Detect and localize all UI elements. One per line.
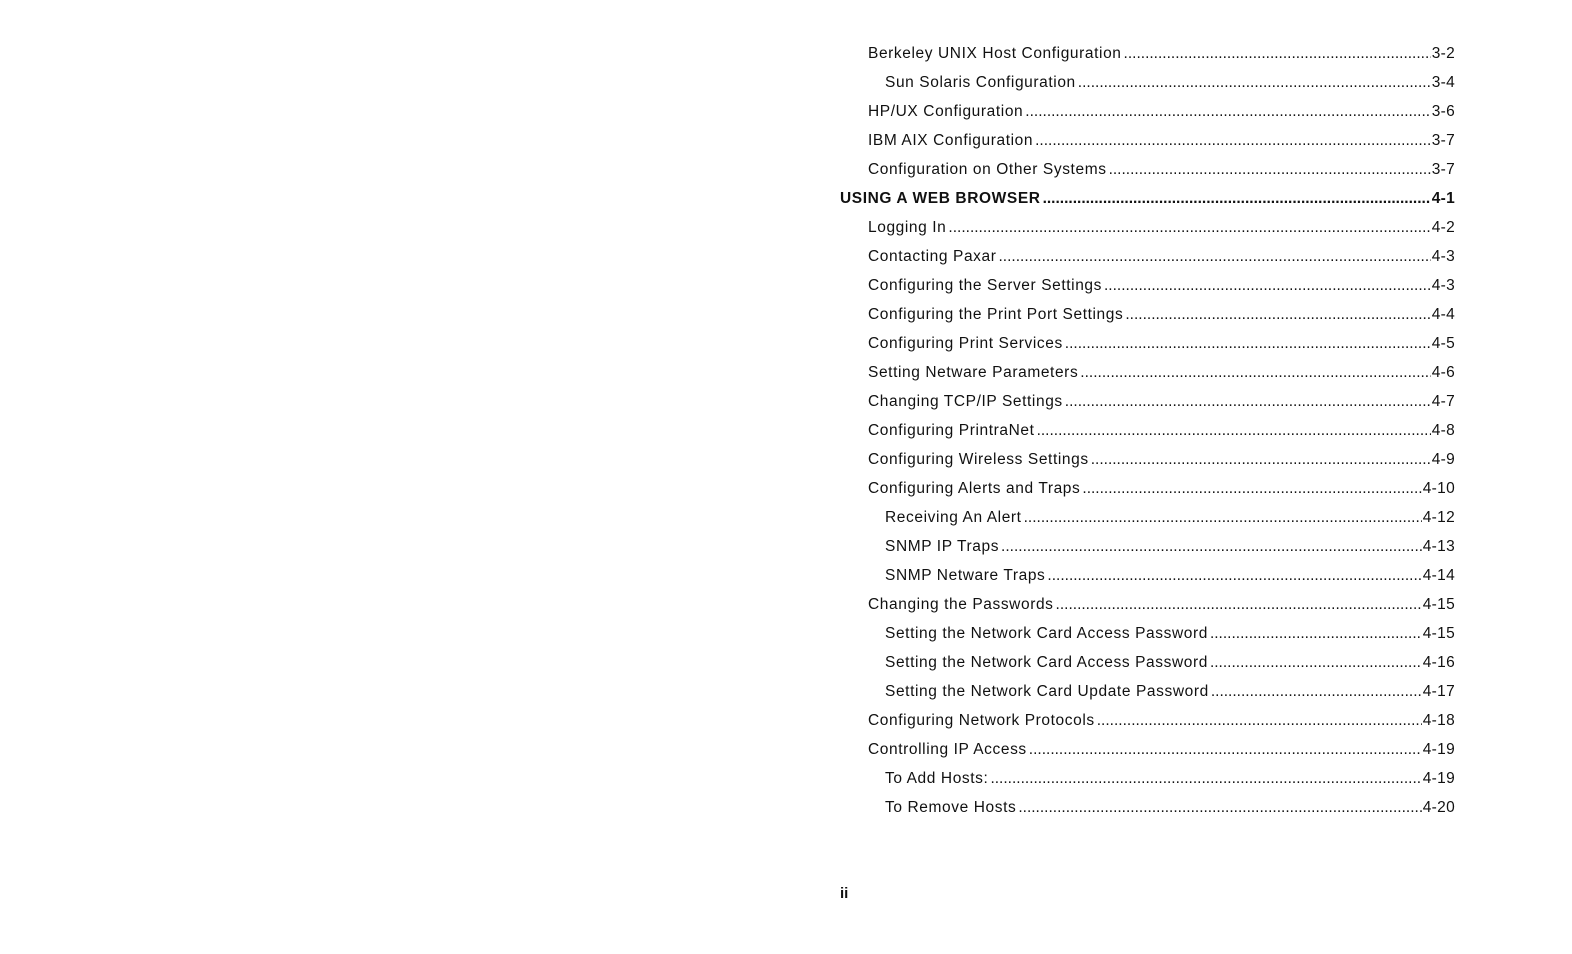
toc-dot-leader: [999, 242, 1431, 271]
toc-entry: [840, 648, 1455, 677]
toc-dot-leader: [1091, 445, 1431, 474]
toc-entry: [840, 387, 1455, 416]
toc-dot-leader: [1065, 329, 1431, 358]
toc-entry: [840, 271, 1455, 300]
toc-entry: [840, 242, 1455, 271]
toc-entry: [840, 619, 1455, 648]
toc-dot-leader: [1210, 648, 1422, 677]
toc-entry-page: 4-3: [1431, 248, 1455, 265]
toc-dot-leader: [1018, 793, 1421, 822]
toc-dot-leader: [1065, 387, 1431, 416]
table-of-contents: [840, 39, 1455, 822]
toc-dot-leader: [1043, 184, 1431, 213]
toc-entry-page: 3-4: [1431, 74, 1455, 91]
toc-entry: [840, 155, 1455, 184]
toc-dot-leader: [1001, 532, 1422, 561]
toc-entry-page: 3-6: [1431, 103, 1455, 120]
toc-entry-page: 4-5: [1431, 335, 1455, 352]
toc-entry-title: Configuring Print Services: [868, 335, 1063, 352]
toc-entry: [840, 532, 1455, 561]
toc-entry: [840, 416, 1455, 445]
toc-entry-page: 3-7: [1431, 161, 1455, 178]
toc-entry-title: Logging In: [868, 219, 947, 236]
toc-entry: [840, 793, 1455, 822]
toc-dot-leader: [1024, 503, 1422, 532]
toc-entry: [840, 706, 1455, 735]
toc-entry-page: 3-2: [1431, 45, 1455, 62]
toc-entry-title: To Remove Hosts: [885, 799, 1017, 816]
toc-dot-leader: [1047, 561, 1421, 590]
toc-entry-title: Setting the Network Card Access Password: [885, 654, 1208, 671]
toc-entry-page: 4-10: [1422, 480, 1455, 497]
toc-entry-title: Receiving An Alert: [885, 509, 1022, 526]
toc-dot-leader: [1029, 735, 1422, 764]
toc-entry-page: 4-4: [1431, 306, 1455, 323]
toc-dot-leader: [1078, 68, 1431, 97]
toc-entry-title: Contacting Paxar: [868, 248, 997, 265]
toc-entry: [840, 445, 1455, 474]
toc-entry-title: Setting the Network Card Update Password: [885, 683, 1209, 700]
toc-entry-page: 4-16: [1422, 654, 1455, 671]
toc-dot-leader: [1210, 619, 1422, 648]
toc-entry-title: Sun Solaris Configuration: [885, 74, 1076, 91]
toc-dot-leader: [948, 213, 1430, 242]
toc-entry: [840, 300, 1455, 329]
toc-entry: [840, 474, 1455, 503]
toc-entry-title: Configuring Network Protocols: [868, 712, 1095, 729]
toc-entry: [840, 735, 1455, 764]
toc-entry-title: Configuring Wireless Settings: [868, 451, 1089, 468]
toc-entry-page: 4-7: [1431, 393, 1455, 410]
toc-entry-page: 4-13: [1422, 538, 1455, 555]
toc-dot-leader: [1125, 300, 1430, 329]
toc-entry: [840, 764, 1455, 793]
toc-dot-leader: [1056, 590, 1422, 619]
toc-entry-page: 4-2: [1431, 219, 1455, 236]
toc-entry-page: 4-9: [1431, 451, 1455, 468]
toc-entry: [840, 590, 1455, 619]
toc-dot-leader: [1109, 155, 1431, 184]
toc-dot-leader: [1211, 677, 1422, 706]
toc-entry-title: HP/UX Configuration: [868, 103, 1024, 120]
toc-entry-page: 4-18: [1422, 712, 1455, 729]
toc-entry-title: Configuring the Server Settings: [868, 277, 1102, 294]
toc-entry-title: Configuring Alerts and Traps: [868, 480, 1081, 497]
toc-entry-page: 4-3: [1431, 277, 1455, 294]
toc-entry-page: 4-17: [1422, 683, 1455, 700]
toc-entry-title: Changing TCP/IP Settings: [868, 393, 1063, 410]
toc-entry-page: 4-8: [1431, 422, 1455, 439]
toc-entry-page: 4-14: [1422, 567, 1455, 584]
toc-dot-leader: [1025, 97, 1430, 126]
toc-entry-title: Berkeley UNIX Host Configuration: [868, 45, 1122, 62]
toc-entry: [840, 677, 1455, 706]
toc-entry: [840, 503, 1455, 532]
toc-entry-page: 4-6: [1431, 364, 1455, 381]
toc-entry-title: Controlling IP Access: [868, 741, 1027, 758]
toc-entry-page: 4-12: [1422, 509, 1455, 526]
toc-entry-page: 3-7: [1431, 132, 1455, 149]
toc-entry-title: Configuring PrintraNet: [868, 422, 1035, 439]
toc-dot-leader: [1037, 416, 1431, 445]
toc-entry-title: IBM AIX Configuration: [868, 132, 1034, 149]
toc-entry-title: Changing the Passwords: [868, 596, 1054, 613]
toc-entry-page: 4-15: [1422, 625, 1455, 642]
toc-entry: [840, 561, 1455, 590]
toc-entry-page: 4-19: [1422, 770, 1455, 787]
toc-entry-title: To Add Hosts:: [885, 770, 989, 787]
toc-dot-leader: [1097, 706, 1422, 735]
toc-entry-page: 4-20: [1422, 799, 1455, 816]
toc-entry: [840, 358, 1455, 387]
toc-entry: [840, 39, 1455, 68]
toc-entry: [840, 126, 1455, 155]
toc-entry: [840, 213, 1455, 242]
toc-entry: [840, 68, 1455, 97]
toc-entry-page: 4-19: [1422, 741, 1455, 758]
toc-entry-page: 4-15: [1422, 596, 1455, 613]
toc-entry-title: SNMP Netware Traps: [885, 567, 1046, 584]
toc-entry-title: Setting Netware Parameters: [868, 364, 1079, 381]
toc-entry-title: SNMP IP Traps: [885, 538, 1000, 555]
toc-entry-title: Configuring the Print Port Settings: [868, 306, 1124, 323]
toc-dot-leader: [1080, 358, 1430, 387]
toc-entry-title: USING A WEB BROWSER: [840, 190, 1041, 207]
toc-dot-leader: [1104, 271, 1431, 300]
toc-dot-leader: [1035, 126, 1431, 155]
toc-entry-title: Configuration on Other Systems: [868, 161, 1107, 178]
toc-entry-title: Setting the Network Card Access Password: [885, 625, 1208, 642]
toc-dot-leader: [1124, 39, 1431, 68]
toc-entry: [840, 329, 1455, 358]
toc-entry: [840, 97, 1455, 126]
toc-entry: [840, 184, 1455, 213]
toc-dot-leader: [1082, 474, 1421, 503]
page-number: ii: [840, 885, 849, 902]
toc-entry-page: 4-1: [1431, 190, 1455, 207]
toc-dot-leader: [990, 764, 1421, 793]
